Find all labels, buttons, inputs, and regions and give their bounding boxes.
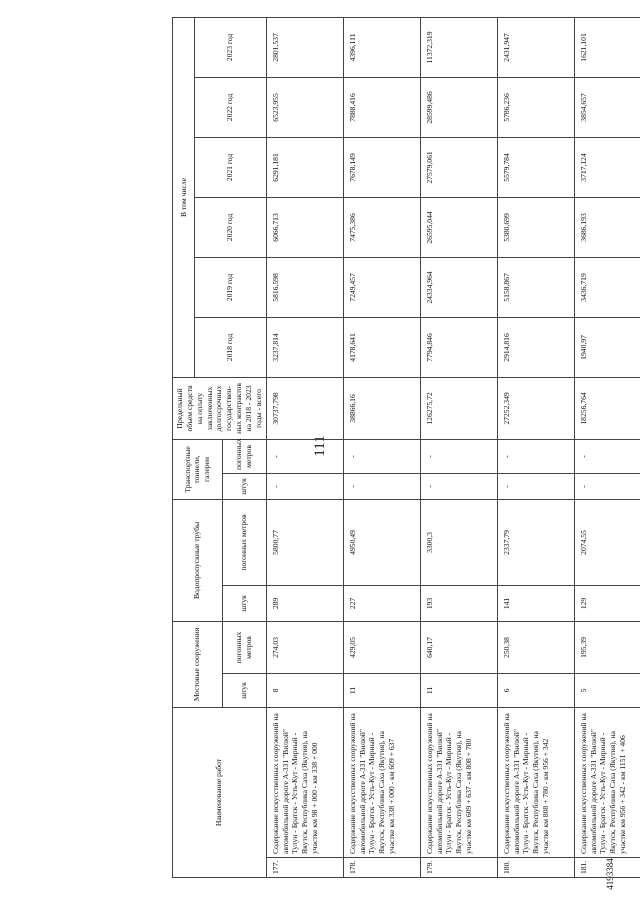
bridges-pcs: 5 [574,673,640,707]
year-2020-value: 26595,044 [420,197,497,257]
year-2023-value: 11372,319 [420,17,497,77]
tunnels-meters: - [420,439,497,473]
year-2021-value: 5579,784 [497,137,574,197]
pipes-meters: 4950,49 [343,499,420,585]
header-tunnels: Транспортные тоннели, галереи [173,439,223,499]
table-row [266,17,343,877]
header-pipes: Водопропускные трубы [173,499,223,621]
year-2019-value: 3436,719 [574,257,640,317]
year-2022-value: 3854,657 [574,77,640,137]
header-limit: Предельный объем средств на оплату заключенных долгосрочных государствен-ных контрактов на 2018 - 2023 годы - всего [173,377,267,439]
header-year-2021: 2021 год [195,137,267,197]
year-2022-value: 5786,236 [497,77,574,137]
header-tunnels-meters: погонных метров [222,439,266,473]
year-2022-value: 7888,416 [343,77,420,137]
year-2020-value: 7475,386 [343,197,420,257]
year-2020-value: 5380,699 [497,197,574,257]
works-table [172,17,640,878]
year-2023-value: 4396,111 [343,17,420,77]
tunnels-pcs: - [343,473,420,499]
table-row [574,17,640,877]
pipes-meters: 2337,79 [497,499,574,585]
bridges-meters: 274,03 [266,621,343,673]
year-2023-value: 2801,537 [266,17,343,77]
header-bridges-pcs: штук [222,673,266,707]
work-name: Содержание искусственных сооружений на автомобильной дороге А-331 "Вилюй" Тулун - Братск - Усть-Кут - Мирный - Якутск, Республика Саха (Якутия), на участке км 956 + 342 - км 1151 + 406 [574,707,640,857]
year-2020-value: 3686,193 [574,197,640,257]
tunnels-meters: - [497,439,574,473]
year-2023-value: 1621,101 [574,17,640,77]
header-year-2019: 2019 год [195,257,267,317]
tunnels-pcs: - [497,473,574,499]
header-pipes-meters: погонных метров [222,499,266,585]
tunnels-meters: - [574,439,640,473]
header-year-2020: 2020 год [195,197,267,257]
year-2023-value: 2431,947 [497,17,574,77]
document-code: 4193384 [605,858,615,890]
header-year-2022: 2022 год [195,77,267,137]
bridges-meters: 640,17 [420,621,497,673]
page-number: 111 [312,435,328,457]
header-tunnels-pcs: штук [222,473,266,499]
bridges-pcs: 8 [266,673,343,707]
rotated-table-container [172,18,640,878]
year-2021-value: 6291,181 [266,137,343,197]
year-2021-value: 7678,149 [343,137,420,197]
bridges-meters: 429,05 [343,621,420,673]
row-number: 177. [266,858,343,878]
pipes-meters: 3300,3 [420,499,497,585]
limit-total: 27252,349 [497,377,574,439]
row-number: 181. [574,858,640,878]
row-number: 178. [343,858,420,878]
table-row [497,17,574,877]
tunnels-pcs: - [266,473,343,499]
year-2019-value: 5816,598 [266,257,343,317]
header-year-2023: 2023 год [195,17,267,77]
tunnels-meters: - [343,439,420,473]
year-2019-value: 24334,964 [420,257,497,317]
limit-total: 126275,72 [420,377,497,439]
year-2018-value: 2914,816 [497,317,574,377]
header-bridges: Мостовые сооружения [173,621,223,707]
row-number: 180. [497,858,574,878]
pipes-meters: 2074,55 [574,499,640,585]
year-2019-value: 7249,457 [343,257,420,317]
work-name: Содержание искусственных сооружений на автомобильной дороге А-331 "Вилюй" Тулун - Братск - Усть-Кут - Мирный - Якутск, Республика Саха (Якутия), на участке км 808 + 780 - км 956 + 342 [497,707,574,857]
pipes-meters: 5800,77 [266,499,343,585]
limit-total: 18256,764 [574,377,640,439]
year-2019-value: 5158,867 [497,257,574,317]
bridges-pcs: 11 [420,673,497,707]
row-number: 179. [420,858,497,878]
work-name: Содержание искусственных сооружений на автомобильной дороге А-331 "Вилюй" Тулун - Братск - Усть-Кут - Мирный - Якутск, Республика Саха (Якутия), на участке км 98 + 000 - км 338 + 000 [266,707,343,857]
header-pipes-pcs: штук [222,585,266,621]
pipes-pcs: 129 [574,585,640,621]
tunnels-meters: - [266,439,343,473]
year-2021-value: 27579,061 [420,137,497,197]
year-2020-value: 6066,713 [266,197,343,257]
pipes-pcs: 193 [420,585,497,621]
bridges-pcs: 11 [343,673,420,707]
tunnels-pcs: - [420,473,497,499]
header-incl: В том числе [173,17,195,377]
limit-total: 30737,798 [266,377,343,439]
bridges-meters: 195,39 [574,621,640,673]
header-name: Наименование работ [173,707,267,877]
header-year-2018: 2018 год [195,317,267,377]
year-2018-value: 3237,814 [266,317,343,377]
work-name: Содержание искусственных сооружений на автомобильной дороге А-331 "Вилюй" Тулун - Братск - Усть-Кут - Мирный - Якутск, Республика Саха (Якутия), на участке км 338 + 000 - км 609 + 637 [343,707,420,857]
year-2022-value: 6523,955 [266,77,343,137]
limit-total: 38866,16 [343,377,420,439]
pipes-pcs: 289 [266,585,343,621]
bridges-pcs: 6 [497,673,574,707]
pipes-pcs: 227 [343,585,420,621]
table-row [420,17,497,877]
header-bridges-meters: погонных метров [222,621,266,673]
year-2018-value: 7794,846 [420,317,497,377]
year-2021-value: 3717,124 [574,137,640,197]
bridges-meters: 250,38 [497,621,574,673]
work-name: Содержание искусственных сооружений на автомобильной дороге А-331 "Вилюй" Тулун - Братск - Усть-Кут - Мирный - Якутск, Республика Саха (Якутия), на участке км 609 + 637 - км 808 + 780 [420,707,497,857]
year-2018-value: 4178,641 [343,317,420,377]
tunnels-pcs: - [574,473,640,499]
year-2022-value: 28599,486 [420,77,497,137]
year-2018-value: 1940,97 [574,317,640,377]
pipes-pcs: 141 [497,585,574,621]
table-row [343,17,420,877]
